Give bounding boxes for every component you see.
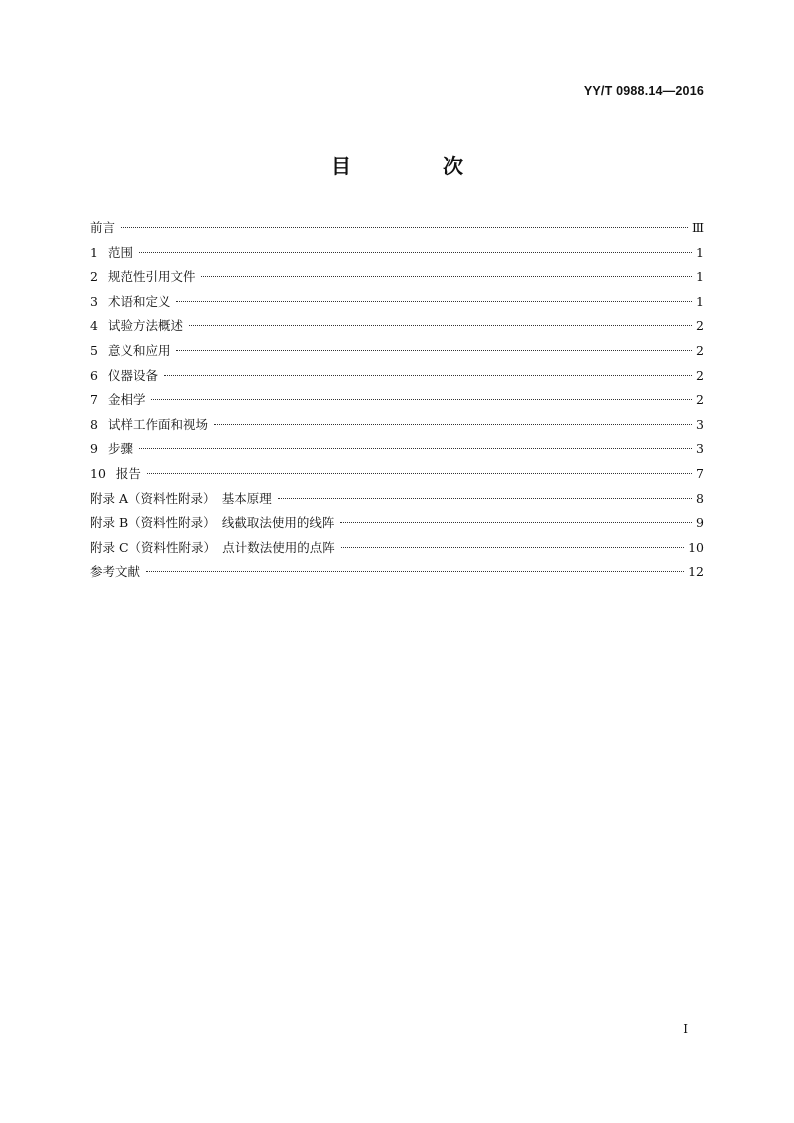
toc-entry-title: 仪器设备 xyxy=(107,367,158,383)
page-title: 目 次 xyxy=(331,154,499,178)
dot-leader xyxy=(176,301,692,302)
toc-entry-5[interactable] xyxy=(90,339,704,364)
dot-leader xyxy=(340,522,692,523)
toc-entry-1[interactable] xyxy=(90,241,704,266)
toc-entry-4[interactable] xyxy=(90,314,704,339)
dot-leader xyxy=(146,571,684,572)
toc-entry-foreword[interactable] xyxy=(90,216,704,241)
toc-entry-number: 6 xyxy=(90,367,98,383)
dot-leader xyxy=(139,448,692,449)
toc-entry-page: Ⅲ xyxy=(691,220,704,235)
toc-entry-page: 1 xyxy=(696,293,704,309)
toc-entry-page: 8 xyxy=(696,490,704,506)
page-number: I xyxy=(683,1022,688,1036)
toc-entry-6[interactable] xyxy=(90,364,704,389)
toc-entry-title: 步骤 xyxy=(107,441,133,457)
toc-entry-8[interactable] xyxy=(90,413,704,438)
toc-entry-page: 2 xyxy=(696,392,704,408)
toc-entry-annex-a[interactable] xyxy=(90,487,704,512)
toc-entry-page: 1 xyxy=(696,244,704,260)
toc-entry-number: 10 xyxy=(90,465,106,481)
dot-leader xyxy=(151,399,692,400)
dot-leader xyxy=(139,252,692,253)
toc-entry-title: 意义和应用 xyxy=(107,342,171,358)
toc-entry-number: 8 xyxy=(90,416,98,432)
toc-entry-number: 4 xyxy=(90,318,98,334)
dot-leader xyxy=(121,227,688,228)
dot-leader xyxy=(214,424,692,425)
toc-entry-annex-c[interactable] xyxy=(90,536,704,561)
dot-leader xyxy=(341,547,684,548)
toc-entry-title: 附录 A（资料性附录） 基本原理 xyxy=(90,490,272,506)
toc-entry-page: 7 xyxy=(696,465,704,481)
toc-entry-number: 7 xyxy=(90,392,98,408)
toc-entry-3[interactable] xyxy=(90,290,704,315)
dot-leader xyxy=(189,325,692,326)
toc-entry-title: 规范性引用文件 xyxy=(107,269,196,285)
toc-entry-title: 附录 B（资料性附录） 线截取法使用的线阵 xyxy=(90,515,335,531)
toc-entry-annex-b[interactable] xyxy=(90,511,704,536)
toc-entry-title: 参考文献 xyxy=(90,564,141,580)
dot-leader xyxy=(164,375,692,376)
toc-entry-title: 金相学 xyxy=(107,392,146,408)
toc-entry-title: 术语和定义 xyxy=(107,293,171,309)
toc-entry-number: 5 xyxy=(90,342,98,358)
toc-entry-page: 9 xyxy=(696,515,704,531)
toc-entry-10[interactable] xyxy=(90,462,704,487)
toc-entry-number: 3 xyxy=(90,293,98,309)
toc-entry-page: 3 xyxy=(696,441,704,457)
toc-entry-title: 附录 C（资料性附录） 点计数法使用的点阵 xyxy=(90,539,335,555)
toc-entry-number: 2 xyxy=(90,269,98,285)
toc-entry-number: 9 xyxy=(90,441,98,457)
table-of-contents xyxy=(90,216,704,585)
toc-entry-bibliography[interactable] xyxy=(90,560,704,585)
dot-leader xyxy=(278,498,692,499)
toc-entry-page: 2 xyxy=(696,367,704,383)
toc-entry-page: 12 xyxy=(688,564,704,580)
toc-entry-page: 2 xyxy=(696,318,704,334)
toc-entry-2[interactable] xyxy=(90,265,704,290)
standard-code: YY/T 0988.14—2016 xyxy=(583,84,704,98)
toc-entry-title: 范围 xyxy=(107,244,133,260)
toc-entry-9[interactable] xyxy=(90,437,704,462)
toc-entry-title: 试验方法概述 xyxy=(107,318,183,334)
toc-entry-number: 1 xyxy=(90,244,98,260)
toc-entry-title: 试样工作面和视场 xyxy=(107,416,208,432)
toc-entry-title: 报告 xyxy=(115,465,141,481)
dot-leader xyxy=(147,473,692,474)
toc-entry-7[interactable] xyxy=(90,388,704,413)
toc-entry-page: 10 xyxy=(688,539,704,555)
toc-entry-page: 1 xyxy=(696,269,704,285)
dot-leader xyxy=(176,350,692,351)
toc-entry-page: 3 xyxy=(696,416,704,432)
toc-entry-title: 前言 xyxy=(90,220,116,235)
dot-leader xyxy=(201,276,692,277)
toc-entry-page: 2 xyxy=(696,342,704,358)
